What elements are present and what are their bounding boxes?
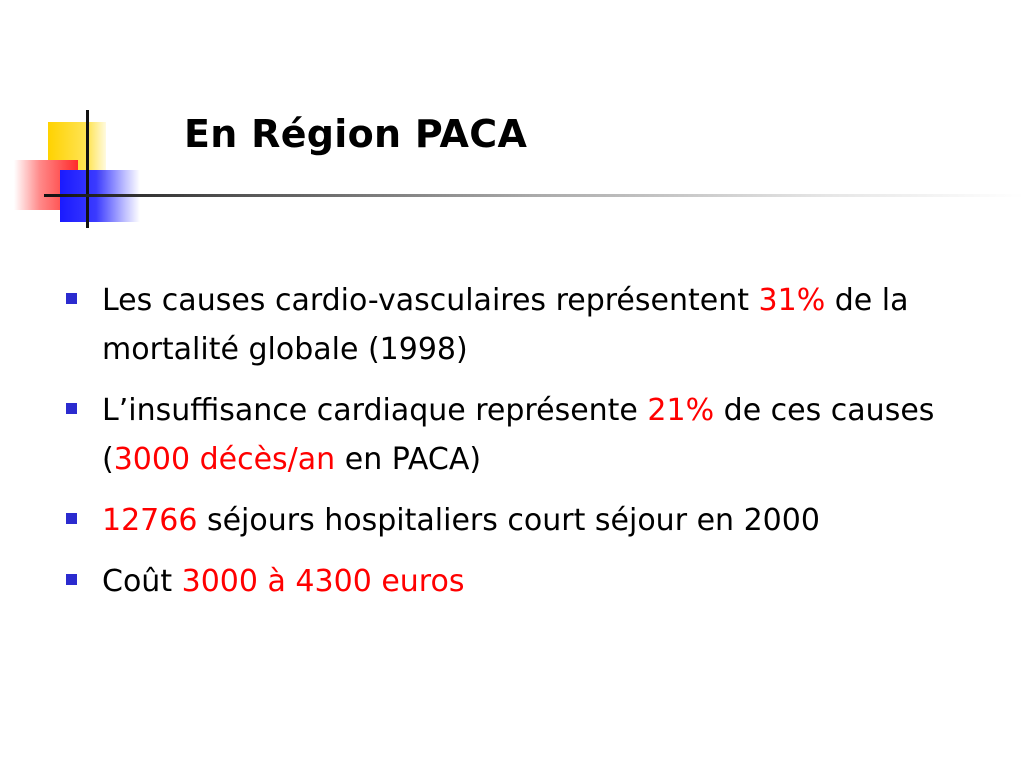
logo-vertical-line bbox=[86, 110, 89, 228]
bullet-square-icon bbox=[66, 513, 77, 524]
highlight-value: 31% bbox=[758, 283, 826, 318]
bullet-text: de ces causes ( bbox=[102, 393, 935, 477]
bullet-square-icon bbox=[66, 403, 77, 414]
highlight-value: 3000 à 4300 euros bbox=[181, 564, 465, 599]
bullet-text: Les causes cardio-vasculaires représentent bbox=[102, 283, 759, 318]
bullet-item-heart-failure bbox=[64, 386, 964, 484]
bullet-item-mortality bbox=[64, 276, 964, 374]
slide-title: En Région PACA bbox=[184, 112, 528, 156]
bullet-text: de la mortalité globale (1998) bbox=[102, 283, 909, 367]
bullet-item-hospital-stays bbox=[64, 496, 964, 545]
bullet-text: en PACA) bbox=[335, 442, 482, 477]
bullet-text: L’insuffisance cardiaque représente bbox=[102, 393, 648, 428]
bullet-text: Coût bbox=[102, 564, 182, 599]
bullet-list bbox=[64, 276, 964, 618]
highlight-value: 12766 bbox=[102, 503, 198, 538]
bullet-square-icon bbox=[66, 574, 77, 585]
bullet-item-cost bbox=[64, 557, 964, 606]
decorative-logo bbox=[0, 0, 150, 240]
highlight-value: 3000 décès/an bbox=[113, 442, 336, 477]
bullet-text: séjours hospitaliers court séjour en 2000 bbox=[197, 503, 820, 538]
highlight-value: 21% bbox=[647, 393, 715, 428]
title-underline bbox=[44, 194, 1024, 197]
bullet-square-icon bbox=[66, 293, 77, 304]
